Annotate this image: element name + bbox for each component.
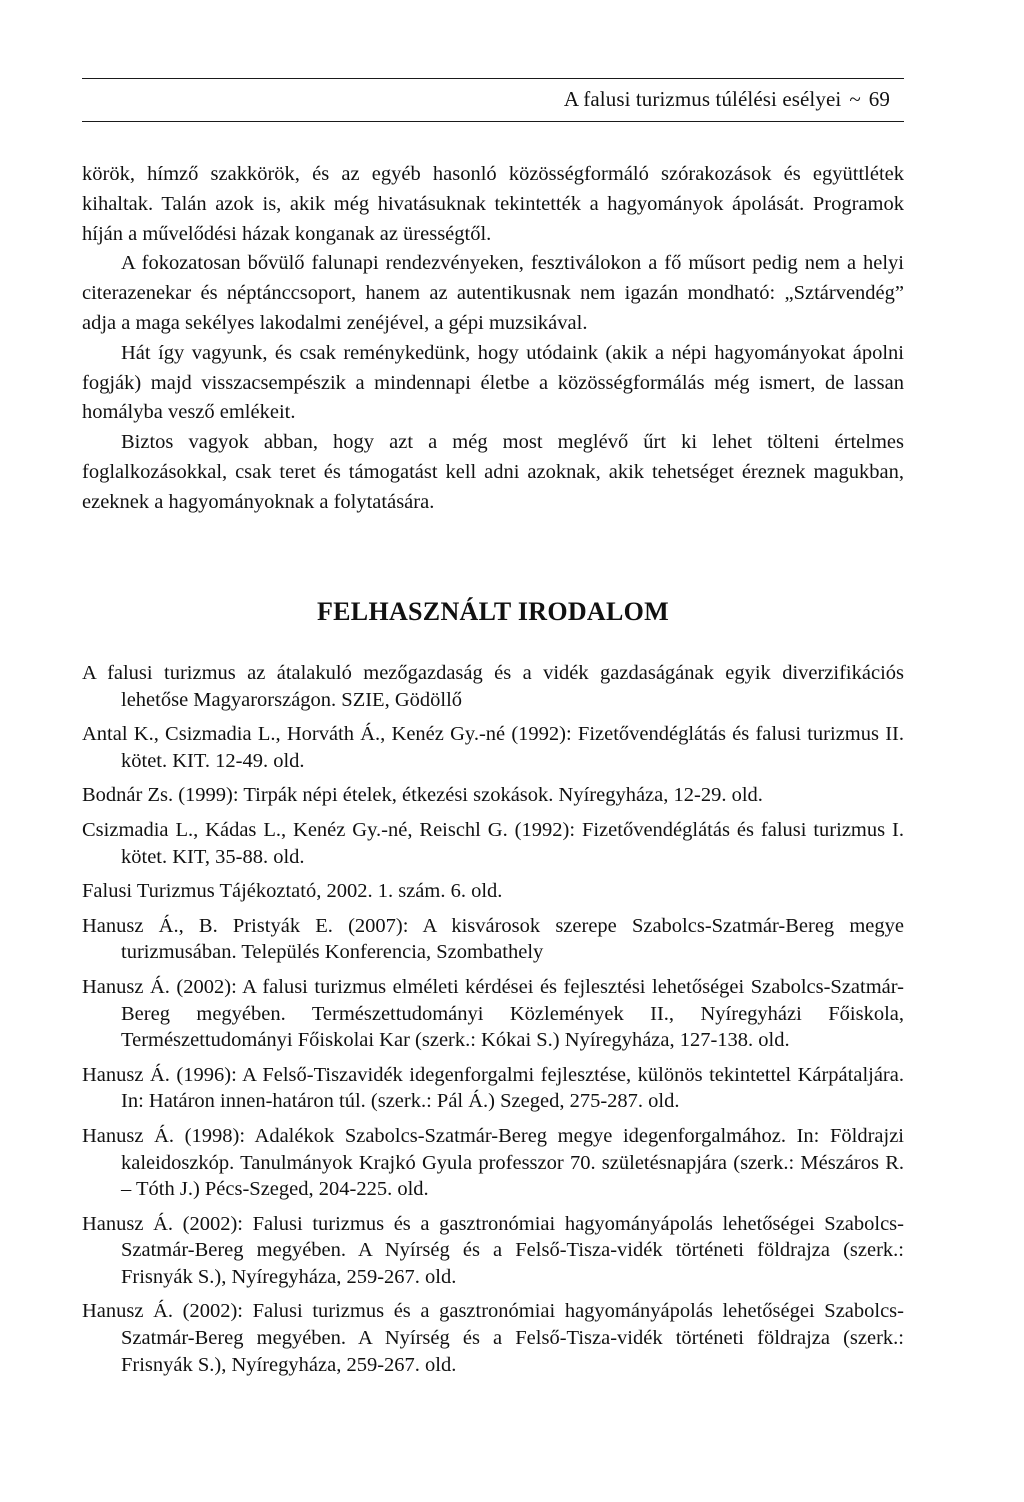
reference-item: Bodnár Zs. (1999): Tirpák népi ételek, étkezési szokások. Nyíregyháza, 12-29. old. [82,784,763,807]
reference-item: Hanusz Á. (2002): Falusi turizmus és a gasztronómiai hagyományápolás lehetőségei Szabolcs-Szatmár-Bereg megyében. A Nyírség és a Felső-Tisza-vidék történeti földrajza (szerk.: Frisnyák S.), Nyíregyháza, 259-267. old. [82,1212,904,1288]
paragraph-4: Biztos vagyok abban, hogy azt a még most meglévő űrt ki lehet tölteni értelmes foglalkozásokkal, csak teret és támogatást kell adni azoknak, akik tehetséget éreznek magukban, ezeknek a hagyományoknak a folytatására. [82,431,904,513]
paragraph-1: körök, hímző szakkörök, és az egyéb hasonló közösségformáló szórakozások és együttlétek kihaltak. Talán azok is, akik még hivatásuknak tekintették a hagyományok ápolását. Programok híján a művelődési házak konganak az ürességtől. [82,163,904,245]
reference-item: Csizmadia L., Kádas L., Kenéz Gy.-né, Reischl G. (1992): Fizetővendéglátás és falusi turizmus I. kötet. KIT, 35-88. old. [82,818,904,868]
reference-item: Hanusz Á. (2002): A falusi turizmus elméleti kérdései és fejlesztési lehetőségei Szabolcs-Szatmár-Bereg megyében. Természettudományi Közlemények II., Nyíregyházi Főiskola, Természettudományi Főiskolai Kar (szerk.: Kókai S.) Nyíregyháza, 127-138. old. [82,975,904,1052]
paragraph-2: A fokozatosan bővülő falunapi rendezvényeken, fesztiválokon a fő műsort pedig nem a helyi citerazenekar és néptánccsoport, hanem az autentikusnak nem igazán mondható: „Sztárvendég” adja a maga sekélyes lakodalmi zenéjével, a gépi muzsikával. [82,252,904,334]
reference-list [82,660,904,1386]
header-separator: ~ [849,87,861,111]
reference-item: Hanusz Á. (2002): Falusi turizmus és a gasztronómiai hagyományápolás lehetőségei Szabolcs-Szatmár-Bereg megyében. A Nyírség és a Felső-Tisza-vidék történeti földrajza (szerk.: Frisnyák S.), Nyíregyháza, 259-267. old. [82,1300,904,1376]
reference-item: Antal K., Csizmadia L., Horváth Á., Kenéz Gy.-né (1992): Fizetővendéglátás és falusi turizmus II. kötet. KIT. 12-49. old. [82,723,904,772]
paragraph-3: Hát így vagyunk, és csak reménykedünk, hogy utódaink (akik a népi hagyományokat ápolni fogják) majd visszacsempészik a mindennapi életbe a közösségformálás még ismert, de lassan homályba vesző emlékeit. [82,341,904,424]
running-title: A falusi turizmus túlélési esélyei [563,87,842,111]
reference-item: A falusi turizmus az átalakuló mezőgazdaság és a vidék gazdaságának egyik diverzifikációs lehetőse Magyarországon. SZIE, Gödöllő [82,662,904,711]
header-text [564,87,890,112]
reference-item: Falusi Turizmus Tájékoztató, 2002. 1. szám. 6. old. [82,880,503,903]
section-title: FELHASZNÁLT IRODALOM [316,597,670,626]
running-header [82,78,904,122]
reference-item: Hanusz Á. (1998): Adalékok Szabolcs-Szatmár-Bereg megye idegenforgalmához. In: Földrajzi kaleidoszkóp. Tanulmányok Krajkó Gyula professzor 70. születésnapjára (szerk.: Mészáros R. – Tóth J.) Pécs-Szeged, 204-225. old. [82,1124,904,1201]
page-number: 69 [868,87,890,111]
reference-item: Hanusz Á., B. Pristyák E. (2007): A kisvárosok szerepe Szabolcs-Szatmár-Bereg megye turizmusában. Település Konferencia, Szombathely [82,914,904,964]
body-text [82,160,904,518]
reference-item: Hanusz Á. (1996): A Felső-Tiszavidék idegenforgalmi fejlesztése, különös tekintettel Kárpátaljára. In: Határon innen-határon túl. (szerk.: Pál Á.) Szeged, 275-287. old. [82,1063,904,1113]
